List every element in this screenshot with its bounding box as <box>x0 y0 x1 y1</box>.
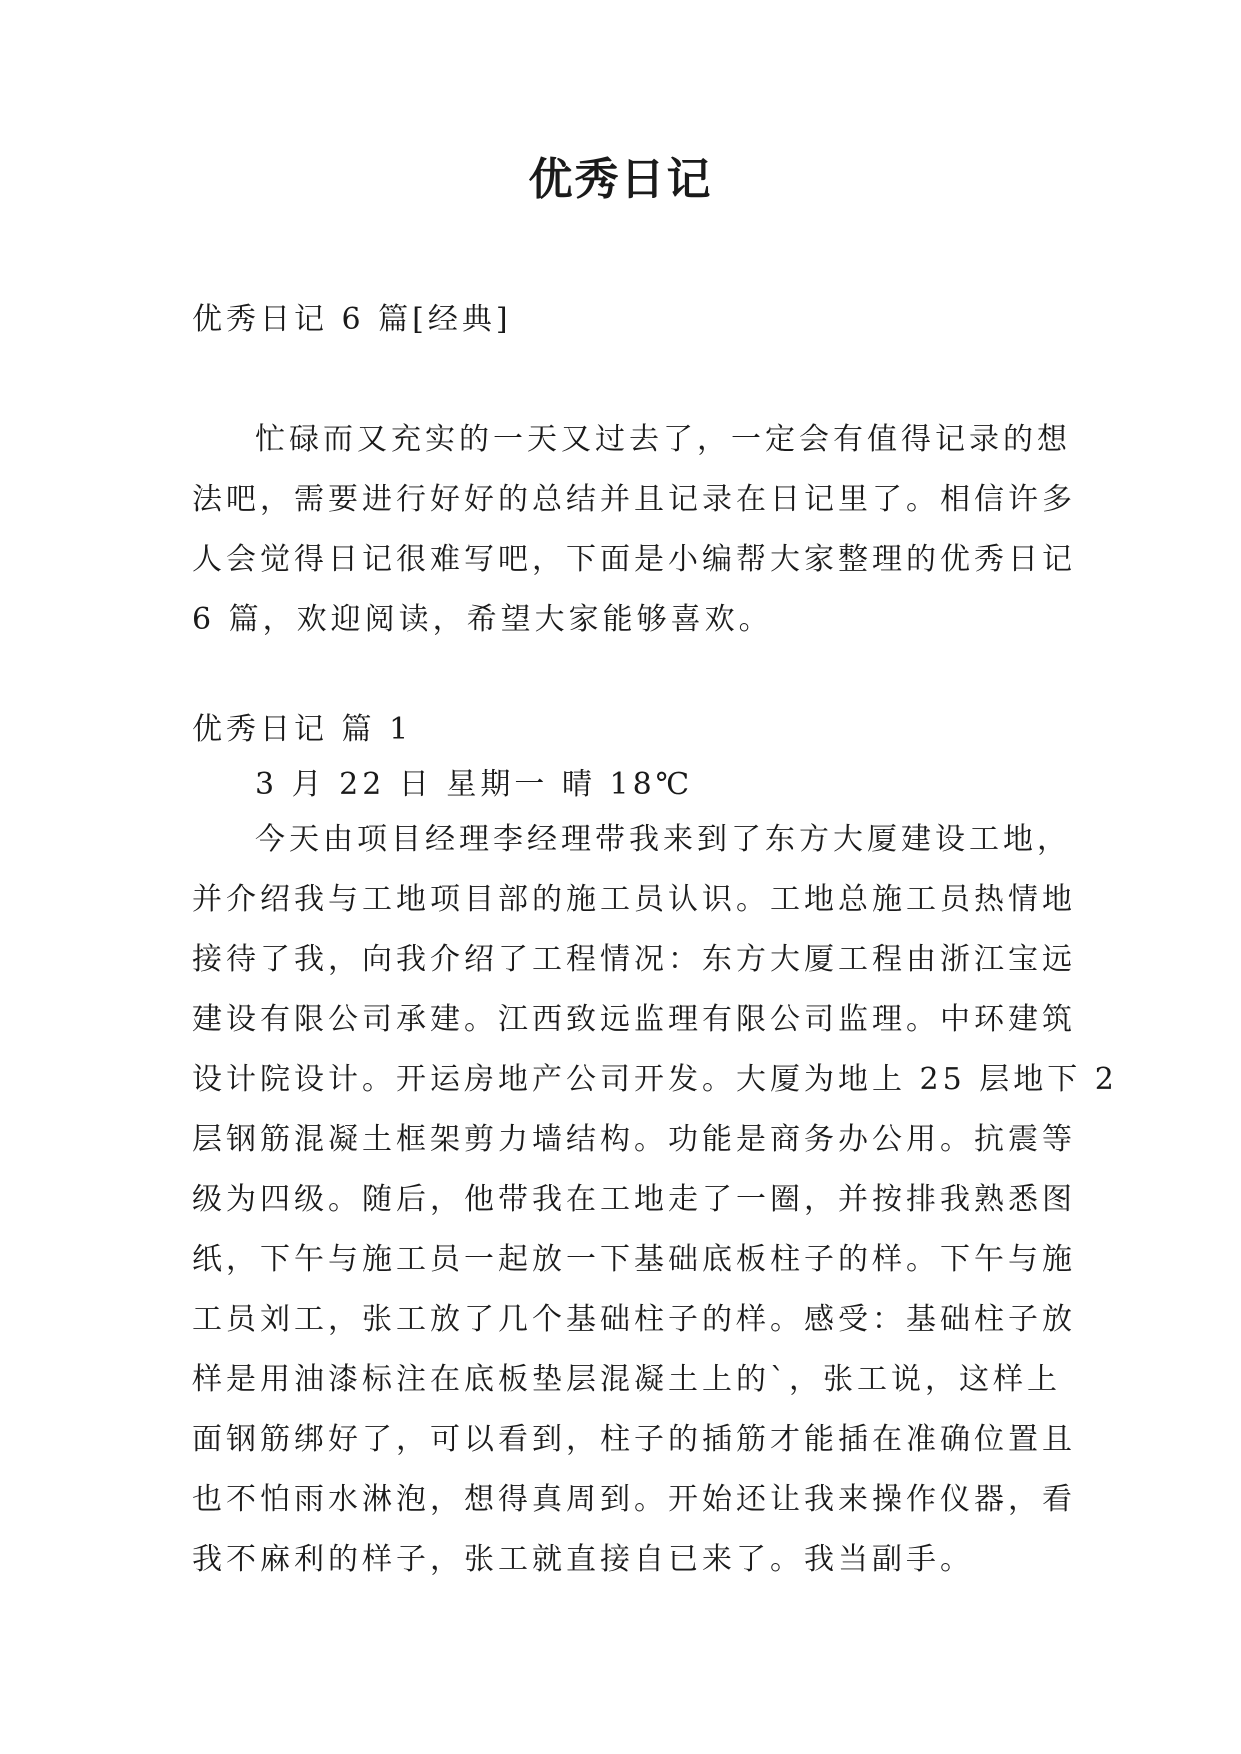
intro-line: 法吧，需要进行好好的总结并且记录在日记里了。相信许多 <box>192 482 1076 517</box>
entry-line: 我不麻利的样子，张工就直接自已来了。我当副手。 <box>192 1542 974 1577</box>
intro-line: 6 篇，欢迎阅读，希望大家能够喜欢。 <box>192 602 773 637</box>
entry-line: 纸，下午与施工员一起放一下基础底板柱子的样。下午与施 <box>192 1242 1076 1277</box>
document-title: 优秀日记 <box>528 154 713 205</box>
intro-line: 人会觉得日记很难写吧，下面是小编帮大家整理的优秀日记 <box>192 542 1076 577</box>
intro-paragraph <box>192 410 1076 650</box>
entry-line: 面钢筋绑好了，可以看到，柱子的插筋才能插在准确位置且 <box>192 1422 1076 1457</box>
entry-line: 层钢筋混凝土框架剪力墙结构。功能是商务办公用。抗震等 <box>192 1122 1076 1157</box>
document-subtitle: 优秀日记 6 篇[经典] <box>192 302 512 337</box>
entry-date: 3 月 22 日 星期一 晴 18℃ <box>255 767 694 802</box>
entry-line: 工员刘工，张工放了几个基础柱子的样。感受：基础柱子放 <box>192 1302 1076 1337</box>
entry-line: 设计院设计。开运房地产公司开发。大厦为地上 25 层地下 2 <box>192 1062 1118 1097</box>
entry-line: 也不怕雨水淋泡，想得真周到。开始还让我来操作仪器，看 <box>192 1482 1076 1517</box>
intro-line: 忙碌而又充实的一天又过去了，一定会有值得记录的想 <box>255 422 1071 457</box>
entry-line: 并介绍我与工地项目部的施工员认识。工地总施工员热情地 <box>192 882 1076 917</box>
entry-line: 建设有限公司承建。江西致远监理有限公司监理。中环建筑 <box>192 1002 1076 1037</box>
entry-body <box>192 810 1118 1590</box>
entry-line: 今天由项目经理李经理带我来到了东方大厦建设工地， <box>255 822 1071 857</box>
entry-line: 接待了我，向我介绍了工程情况：东方大厦工程由浙江宝远 <box>192 942 1076 977</box>
entry-line: 样是用油漆标注在底板垫层混凝土上的`，张工说，这样上 <box>192 1362 1061 1397</box>
entry-heading: 优秀日记 篇 1 <box>192 712 413 747</box>
entry-line: 级为四级。随后，他带我在工地走了一圈，并按排我熟悉图 <box>192 1182 1076 1217</box>
